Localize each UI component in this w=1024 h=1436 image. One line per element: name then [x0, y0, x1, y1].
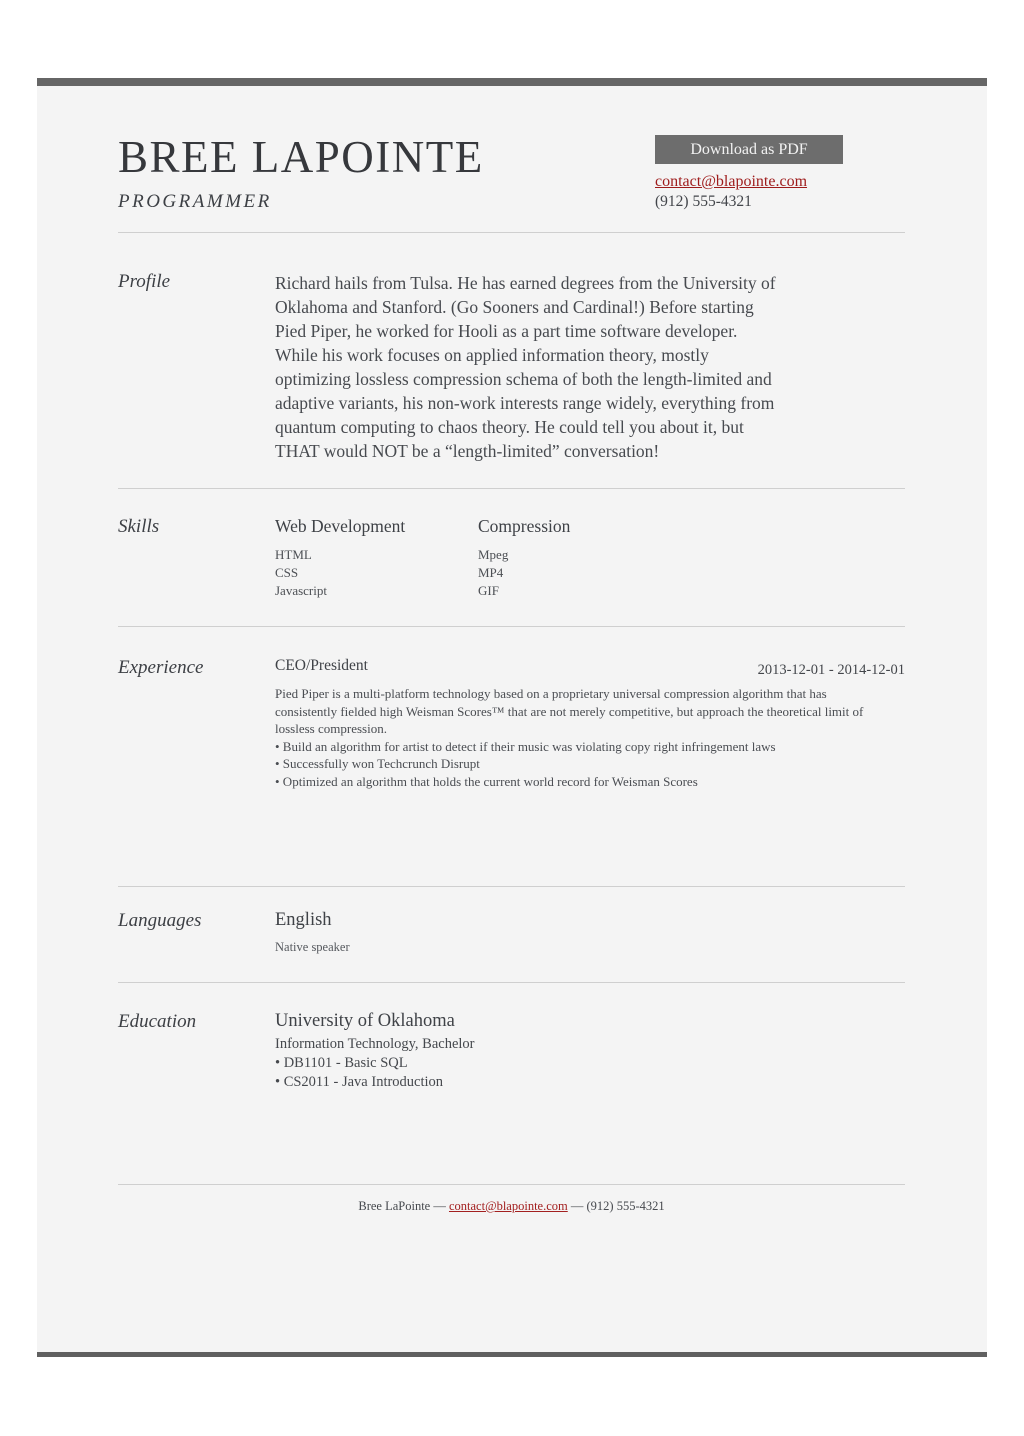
email-link[interactable]: contact@blapointe.com — [655, 173, 808, 190]
skill-item: GIF — [478, 583, 499, 598]
languages-section — [118, 887, 905, 983]
language-name: English — [275, 910, 332, 930]
school-course: • CS2011 - Java Introduction — [275, 1073, 444, 1090]
skill-group-name: Compression — [478, 516, 571, 536]
profile-section — [118, 233, 905, 489]
experience-section-label: Experience — [118, 657, 204, 678]
skills-section — [118, 489, 905, 627]
profile-text: Richard hails from Tulsa. He has earned degrees from the University of Oklahoma and Stanford. (Go Sooners and Cardinal!) Before starting Pied Piper, he worked for Hooli as a part time software developer. While his work focuses on applied information theory, mostly optimizing lossless compression schema of both the length-limited and adaptive variants, his non-work interests range widely, everything from quantum computing to chaos theory. He could tell you about it, but THAT would NOT be a “length-limited” conversation! — [275, 273, 776, 461]
profile-section-label: Profile — [118, 271, 171, 292]
skill-group-name: Web Development — [275, 516, 406, 536]
education-section — [118, 983, 905, 1185]
skill-item: Mpeg — [478, 547, 509, 562]
job-summary: Pied Piper is a multi-platform technology based on a proprietary universal compression algorithm that has consistently fielded high Weisman Scores™ that are not merely competitive, but approach the theoretical limit of lossless compression. — [275, 686, 864, 736]
skill-group-compression — [478, 516, 681, 600]
experience-entry — [275, 657, 905, 790]
skills-section-label: Skills — [118, 516, 160, 537]
languages-section-label: Languages — [118, 910, 202, 931]
job-highlight: • Build an algorithm for artist to detect if their music was violating copy right infringement laws — [275, 738, 776, 754]
education-entry — [275, 1011, 905, 1091]
phone-number: (912) 555-4321 — [655, 193, 752, 210]
footer-phone: — (912) 555-4321 — [567, 1199, 665, 1213]
experience-section — [118, 627, 905, 887]
footer-name: Bree LaPointe — — [358, 1199, 449, 1213]
person-role: PROGRAMMER — [118, 191, 272, 212]
school-degree: Information Technology, Bachelor — [275, 1036, 475, 1052]
job-highlight: • Optimized an algorithm that holds the current world record for Weisman Scores — [275, 773, 698, 789]
resume-header — [118, 86, 905, 233]
resume-sheet — [37, 78, 987, 1357]
person-name: BREE LAPOINTE — [118, 132, 484, 182]
skill-item: HTML — [275, 547, 312, 562]
skill-item: CSS — [275, 565, 299, 580]
school-name: University of Oklahoma — [275, 1011, 455, 1031]
job-title: CEO/President — [275, 657, 368, 674]
skill-item: Javascript — [275, 583, 327, 598]
job-highlight: • Successfully won Techcrunch Disrupt — [275, 756, 480, 771]
download-pdf-button[interactable]: Download as PDF — [655, 135, 843, 164]
job-dates: 2013-12-01 - 2014-12-01 — [757, 662, 905, 678]
identity-block — [118, 132, 484, 213]
skill-group-web-development — [275, 516, 478, 600]
contact-block — [655, 135, 905, 211]
school-course: • DB1101 - Basic SQL — [275, 1055, 408, 1071]
resume-footer — [118, 1185, 905, 1214]
skill-item: MP4 — [478, 565, 504, 580]
language-level: Native speaker — [275, 940, 350, 954]
education-section-label: Education — [118, 1011, 197, 1032]
language-entry — [275, 910, 905, 955]
footer-email-link[interactable]: contact@blapointe.com — [448, 1199, 568, 1213]
